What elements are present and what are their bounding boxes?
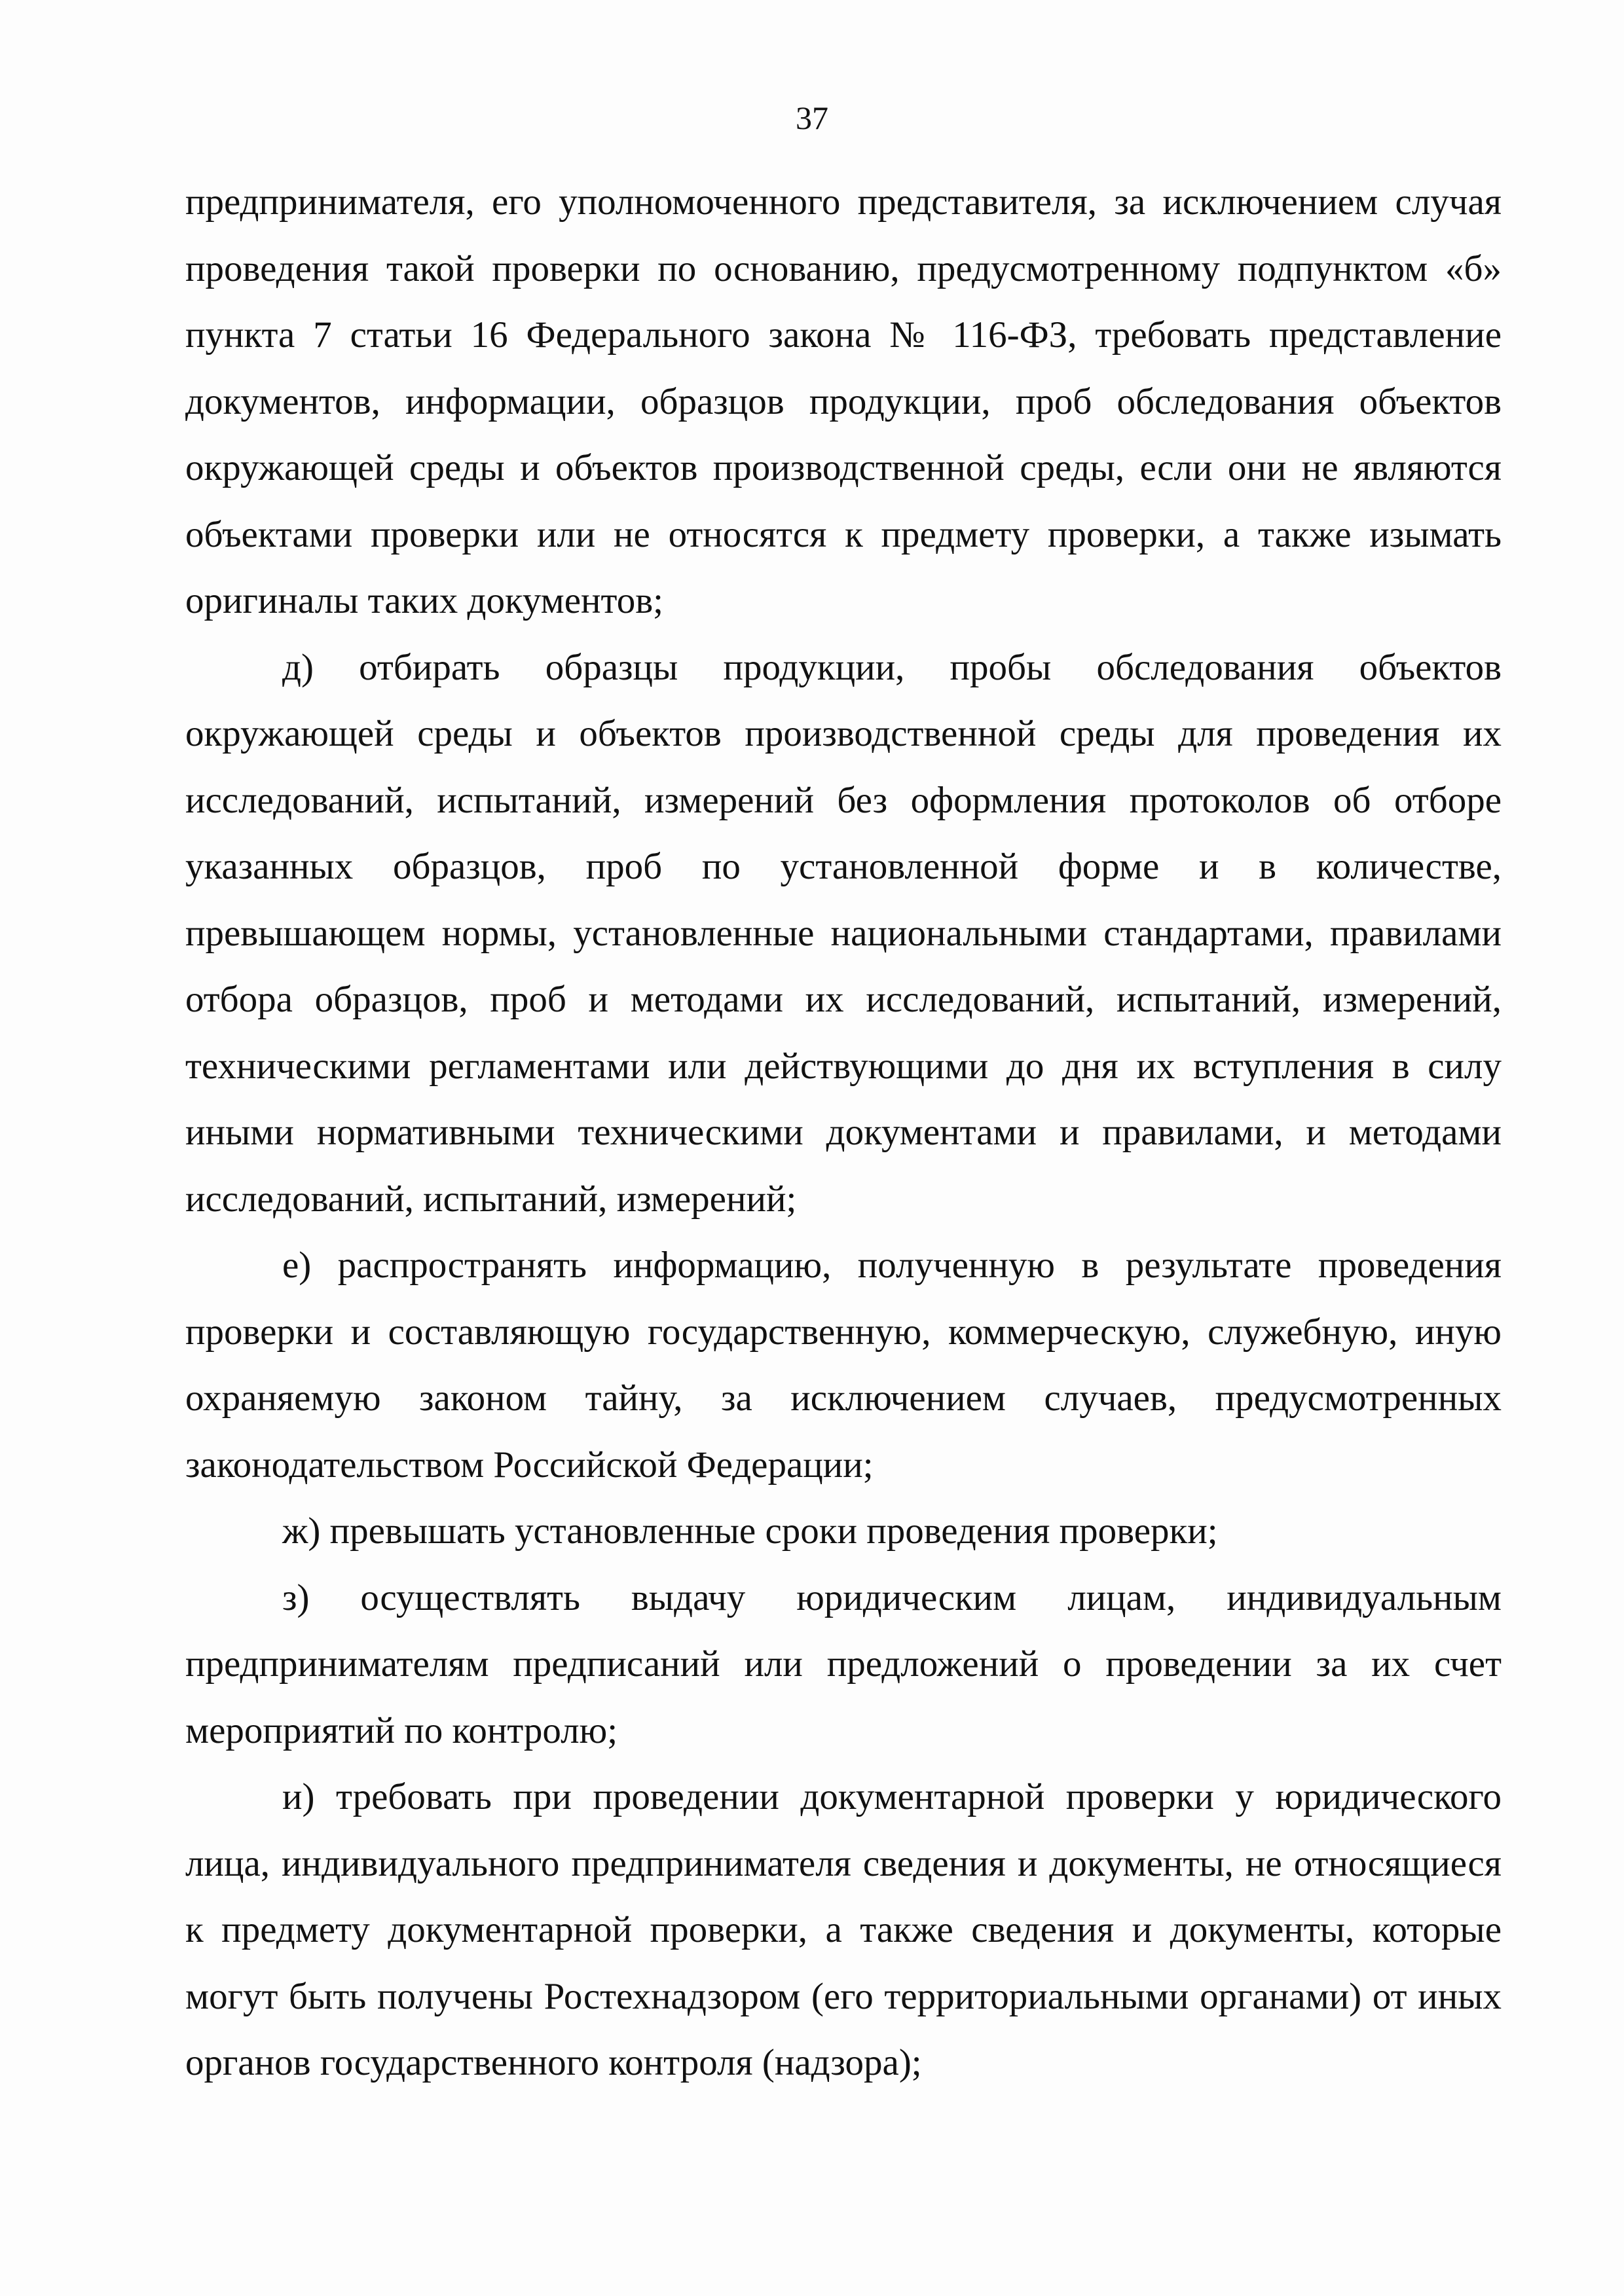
paragraph-item-e: е) распространять информацию, полученную в результате проведения проверки и составляющую государственную, коммерческую, служебную, иную охраняемую законом тайну, за исключением случаев, предусмотренных законодательством Российской Федерации; — [185, 1245, 1502, 1485]
paragraph-item-i: и) требовать при проведении документарной проверки у юридического лица, индивидуального предпринимателя сведения и документы, не относящиеся к предмету документарной проверки, а также сведения и документы, которые могут быть получены Ростехнадзором (его территориальными органами) от иных органов государственного контроля (надзора); — [185, 1776, 1502, 2083]
paragraph-item-zh: ж) превышать установленные сроки проведения проверки; — [282, 1510, 1218, 1552]
paragraph-continuation: предпринимателя, его уполномоченного представителя, за исключением случая проведения такой проверки по основанию, предусмотренному подпунктом «б» пункта 7 статьи 16 Федерального закона № 116-ФЗ, требовать представление документов, информации, образцов продукции, проб обследования объектов окружающей среды и объектов производственной среды, если они не являются объектами проверки или не относятся к предмету проверки, а также изымать оригиналы таких документов; — [185, 181, 1502, 621]
page-number: 37 — [796, 100, 828, 136]
document-body — [185, 169, 1502, 2096]
paragraph-item-d: д) отбирать образцы продукции, пробы обследования объектов окружающей среды и объектов производственной среды для проведения их исследований, испытаний, измерений без оформления протоколов об отборе указанных образцов, проб по установленной форме и в количестве, превышающем нормы, установленные национальными стандартами, правилами отбора образцов, проб и методами их исследований, испытаний, измерений, техническими регламентами или действующими до дня их вступления в силу иными нормативными техническими документами и правилами, и методами исследований, испытаний, измерений; — [185, 646, 1502, 1220]
paragraph-item-z: з) осуществлять выдачу юридическим лицам, индивидуальным предпринимателям предписаний или предложений о проведении за их счет мероприятий по контролю; — [185, 1576, 1502, 1751]
